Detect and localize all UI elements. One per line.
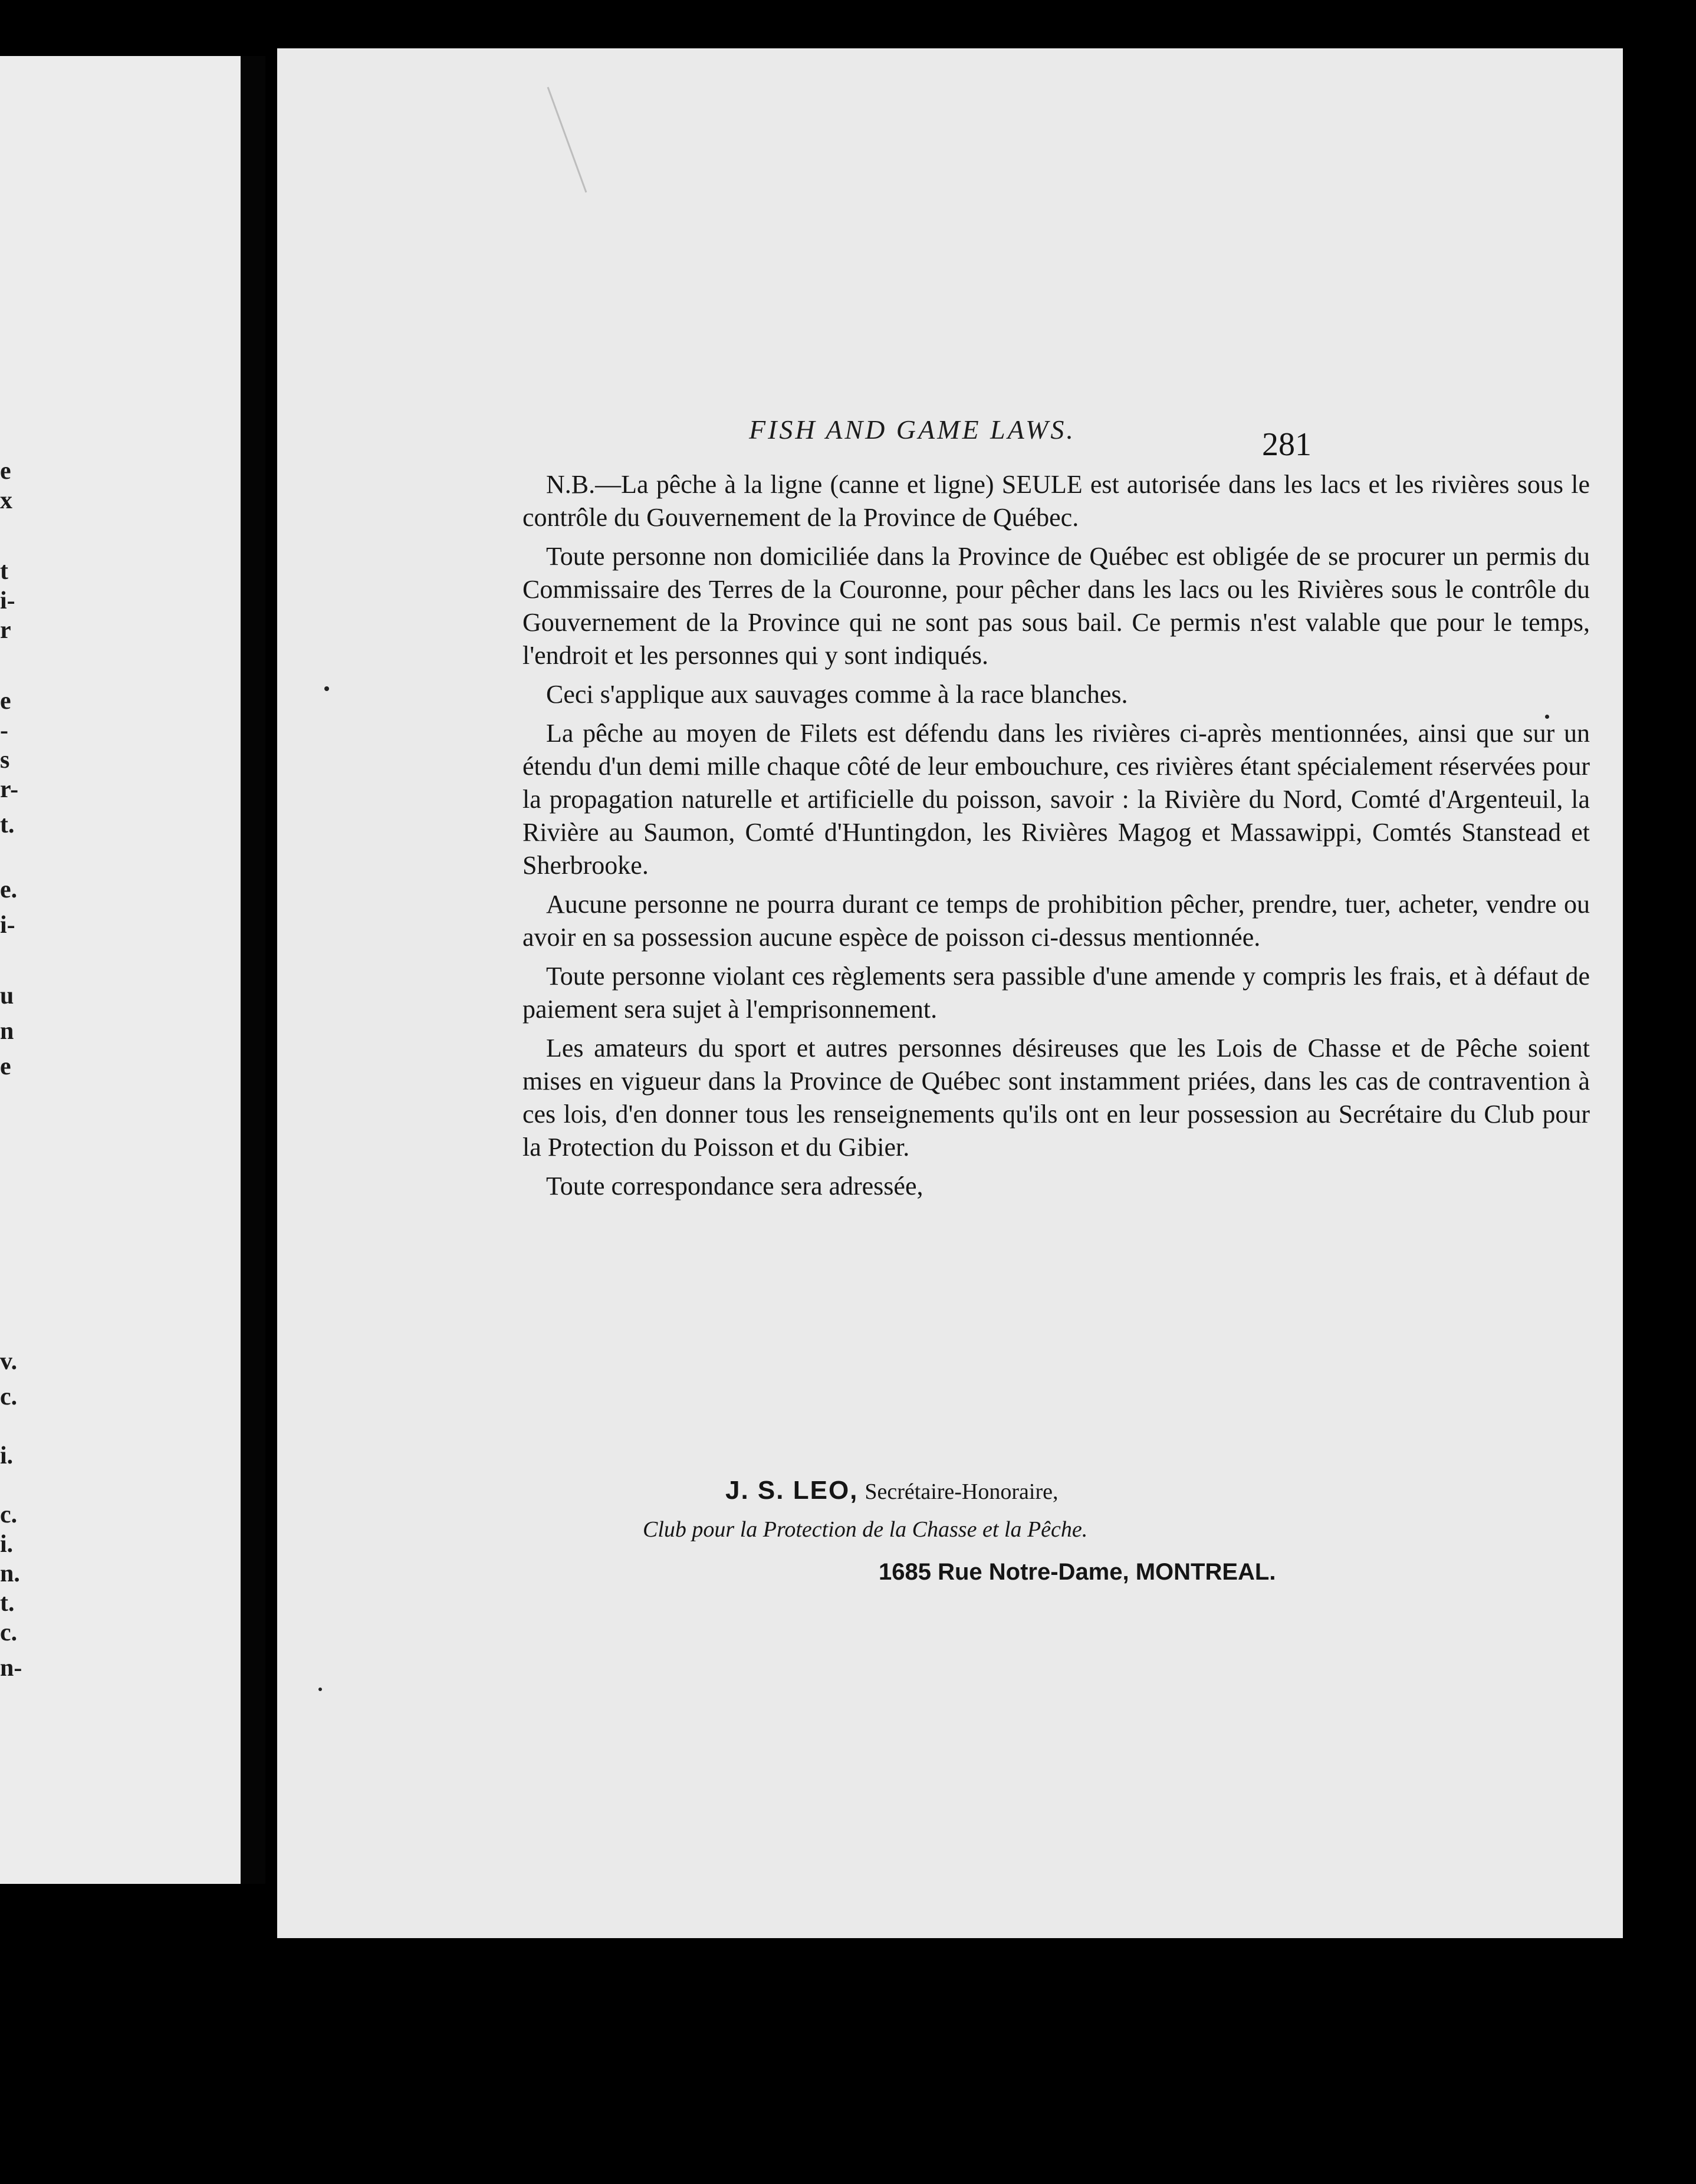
fragment: x — [0, 487, 12, 514]
fragment: i- — [0, 912, 15, 939]
fragment: - — [0, 717, 8, 744]
body-text — [522, 468, 1590, 1209]
fragment: i. — [0, 1442, 14, 1469]
signatory-name: J. S. LEO, — [725, 1476, 859, 1505]
fragment: c. — [0, 1501, 18, 1528]
paragraph-application: Ceci s'applique aux sauvages comme à la race blanches. — [546, 680, 1128, 709]
fragment: i- — [0, 587, 15, 614]
signature-line — [725, 1475, 1623, 1505]
scan-speck — [318, 1688, 322, 1691]
fragment: t. — [0, 811, 15, 838]
fragment: e. — [0, 876, 18, 903]
fragment: n- — [0, 1655, 22, 1682]
fragment: i. — [0, 1531, 14, 1558]
fragment: e — [0, 458, 11, 485]
fragment: s — [0, 746, 10, 774]
facing-page — [0, 56, 241, 1884]
paragraph-enforcement: Les amateurs du sport et autres personnes désireuses que les Lois de Chasse et de Pêche soient mises en vigueur dans la Province de Québec sont instamment priées, dans les cas de contravention à ces lois, d'en donner tous les renseignements qu'ils ont en leur possession au Secrétaire du Club pour la Protection du Poisson et du Gibier. — [522, 1034, 1590, 1162]
paragraph-nb: N.B.—La pêche à la ligne (canne et ligne) SEULE est autorisée dans les lacs et les rivières sous le contrôle du Gouvernement de la Province de Québec. — [522, 470, 1590, 532]
fragment: c. — [0, 1383, 18, 1410]
facing-page-margin-fragments — [0, 56, 241, 1884]
fragment: r- — [0, 776, 19, 803]
fragment: n. — [0, 1560, 20, 1587]
fragment: u — [0, 982, 14, 1009]
club-address: 1685 Rue Notre-Dame, MONTREAL. — [879, 1559, 1276, 1585]
page-gutter — [241, 56, 265, 1884]
fragment: r — [0, 617, 11, 644]
fragment: t. — [0, 1590, 15, 1617]
paragraph-permit: Toute personne non domiciliée dans la Province de Québec est obligée de se procurer un permis du Commissaire des Terres de la Couronne, pour pêcher dans les lacs ou les Rivières sous le contrôle du Gouvernement de la Province qui ne sont pas sous bail. Ce permis n'est valable que pour le temps, l'endroit et les personnes qui y sont indiqués. — [522, 542, 1590, 670]
paragraph-prohibition: Aucune personne ne pourra durant ce temps de prohibition pêcher, prendre, tuer, acheter, vendre ou avoir en sa possession aucune espèce de poisson ci-dessus mentionnée. — [522, 890, 1590, 952]
scan-speck — [324, 686, 329, 691]
fragment: v. — [0, 1348, 18, 1375]
fragment: e — [0, 1053, 11, 1080]
document-page — [277, 48, 1623, 1938]
running-head: FISH AND GAME LAWS. — [749, 415, 1076, 445]
paragraph-nets: La pêche au moyen de Filets est défendu dans les rivières ci-après mentionnées, ainsi que sur un étendu d'un demi mille chaque côté de leur embouchure, ces rivières étant spécialement réservées pour la propagation naturelle et artificielle du poisson, savoir : la Rivière du Nord, Comté d'Argenteuil, la Rivière au Saumon, Comté d'Huntingdon, les Rivières Magog et Massawippi, Comtés Stanstead et Sherbrooke. — [522, 719, 1590, 880]
page-number: 281 — [1262, 426, 1312, 463]
fragment: c. — [0, 1619, 18, 1646]
fragment: e — [0, 688, 11, 715]
fragment: t — [0, 558, 8, 585]
signatory-role: Secrétaire-Honoraire, — [865, 1479, 1059, 1504]
scan-scratch — [547, 87, 587, 193]
club-name: Club pour la Protection de la Chasse et la Pêche. — [643, 1517, 1088, 1542]
closing-line: Toute correspondance sera adressée, — [546, 1172, 923, 1200]
paragraph-penalty: Toute personne violant ces règlements sera passible d'une amende y compris les frais, et à défaut de paiement sera sujet à l'emprisonnement. — [522, 962, 1590, 1024]
fragment: n — [0, 1018, 14, 1045]
